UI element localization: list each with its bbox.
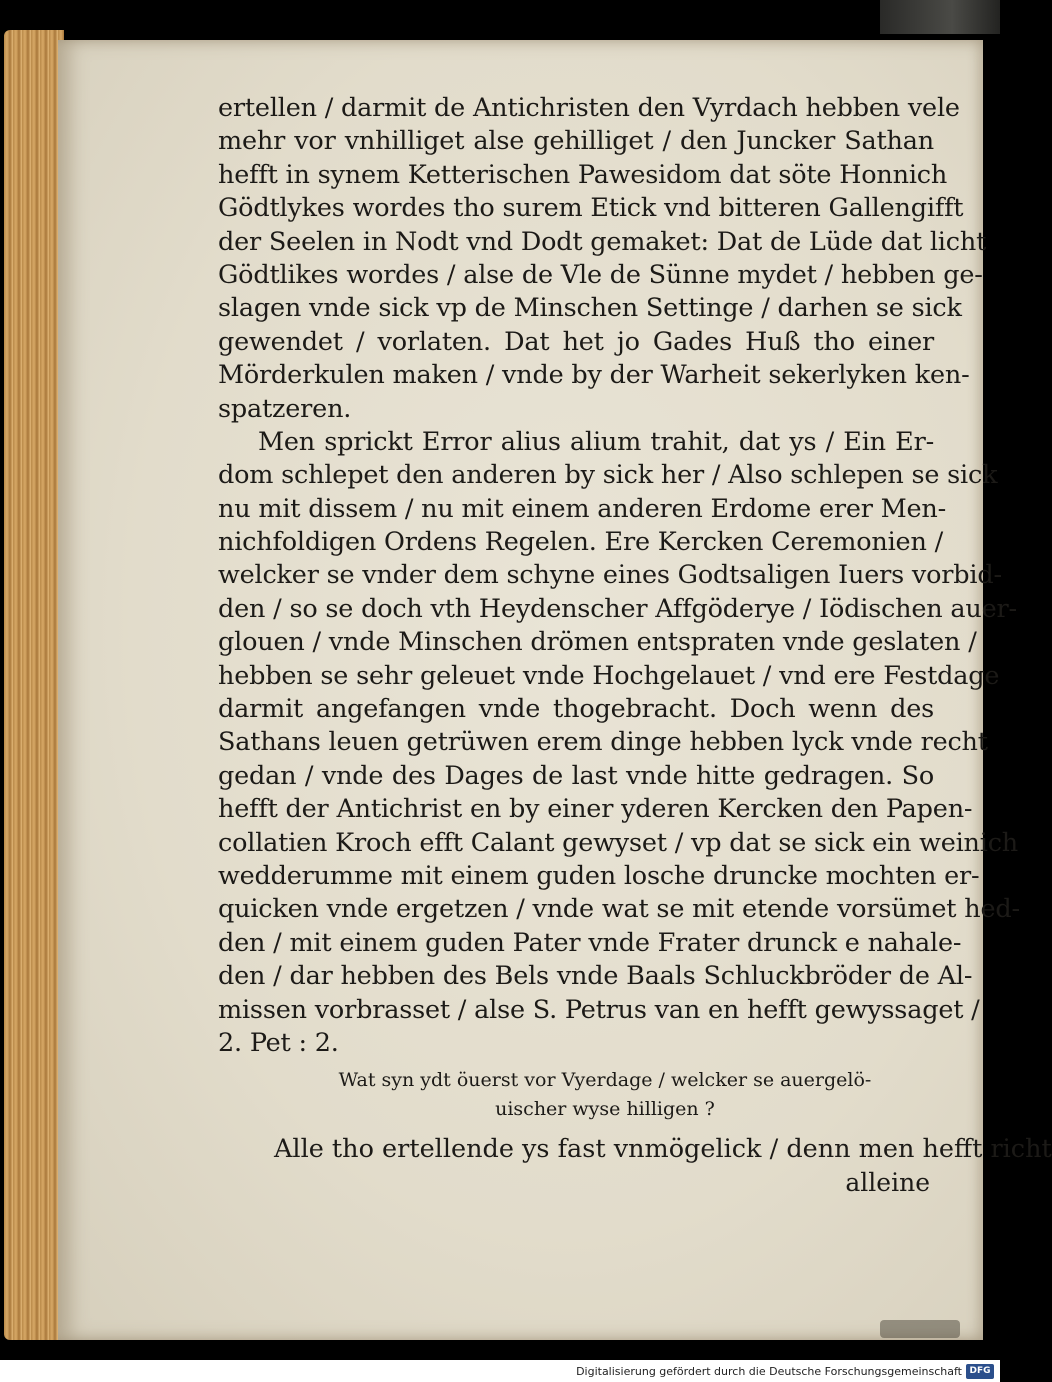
text-line: spatzeren.	[218, 393, 352, 424]
text-line: glouen / vnde Minschen drömen entspraten vnde geslaten /	[218, 627, 977, 658]
text-line: 2. Pet : 2.	[218, 1027, 339, 1058]
text-line: wedderumme mit einem guden losche druncke mochten er-	[218, 860, 980, 891]
text-line: gewendet / vorlaten. Dat het jo Gades Huß tho einer	[218, 326, 934, 357]
main-paragraph	[218, 92, 1020, 1060]
footer-bar	[0, 1360, 1000, 1382]
section-heading	[285, 1066, 925, 1124]
text-line: hefft der Antichrist en by einer yderen Kercken den Papen-	[218, 794, 973, 825]
second-paragraph	[274, 1132, 1052, 1166]
heading-line: uischer wyse hilligen ?	[495, 1098, 715, 1120]
text-line: welcker se vnder dem schyne eines Godtsaligen Iuers vorbid-	[218, 560, 1002, 591]
text-line: ertellen / darmit de Antichristen den Vyrdach hebben vele	[218, 93, 960, 123]
digitization-credit: Digitalisierung gefördert durch die Deutsche Forschungsgemeinschaft	[576, 1365, 962, 1378]
text-line: Men sprickt Error alius alium trahit, dat ys / Ein Er-	[258, 426, 934, 457]
text-line: nu mit dissem / nu mit einem anderen Erdome erer Men-	[218, 493, 947, 524]
text-line: Gödtlykes wordes tho surem Etick vnd bitteren Gallengifft	[218, 193, 964, 224]
heading-line: Wat syn ydt öuerst vor Vyerdage / welcker se auergelö-	[338, 1069, 872, 1091]
text-line: collatien Kroch efft Calant gewyset / vp dat se sick ein weinich	[218, 827, 1019, 858]
text-line: hebben se sehr geleuet vnde Hochgelauet / vnd ere Festdage	[218, 660, 1000, 691]
dfg-logo-icon: DFG	[966, 1364, 994, 1379]
book-edge	[4, 30, 64, 1340]
text-line: den / so se doch vth Heydenscher Affgöderye / Iödischen auer-	[218, 593, 1017, 624]
page-stain	[880, 1320, 960, 1338]
text-line: nichfoldigen Ordens Regelen. Ere Kercken Ceremonien /	[218, 527, 943, 558]
text-line: den / mit einem guden Pater vnde Frater drunck e nahale-	[218, 927, 962, 958]
text-line: mehr vor vnhilliget alse gehilliget / den Juncker Sathan	[218, 126, 934, 157]
text-line: Mörderkulen maken / vnde by der Warheit sekerlyken ken-	[218, 360, 970, 391]
text-line: der Seelen in Nodt vnd Dodt gemaket: Dat de Lüde dat licht	[218, 226, 987, 257]
text-line: darmit angefangen vnde thogebracht. Doch wenn des	[218, 694, 934, 725]
text-line: den / dar hebben des Bels vnde Baals Schluckbröder de Al-	[218, 961, 973, 992]
text-line: dom schlepet den anderen by sick her / Also schlepen se sick	[218, 460, 998, 491]
text-line: missen vorbrasset / alse S. Petrus van en hefft gewyssaget /	[218, 994, 980, 1025]
text-line: Gödtlikes wordes / alse de Vle de Sünne mydet / hebben ge-	[218, 259, 983, 290]
text-line: Sathans leuen getrüwen erem dinge hebben lyck vnde recht	[218, 727, 988, 758]
text-line: hefft in synem Ketterischen Pawesidom dat söte Honnich	[218, 159, 948, 190]
background-strip	[880, 0, 1000, 34]
text-line: Alle tho ertellende ys fast vnmögelick / denn men hefft richt	[274, 1134, 1052, 1164]
text-line: quicken vnde ergetzen / vnde wat se mit etende vorsümet hed-	[218, 894, 1020, 925]
catchword: alleine	[845, 1168, 930, 1197]
text-line: slagen vnde sick vp de Minschen Settinge / darhen se sick	[218, 293, 962, 324]
text-line: gedan / vnde des Dages de last vnde hitte gedragen. So	[218, 760, 934, 791]
